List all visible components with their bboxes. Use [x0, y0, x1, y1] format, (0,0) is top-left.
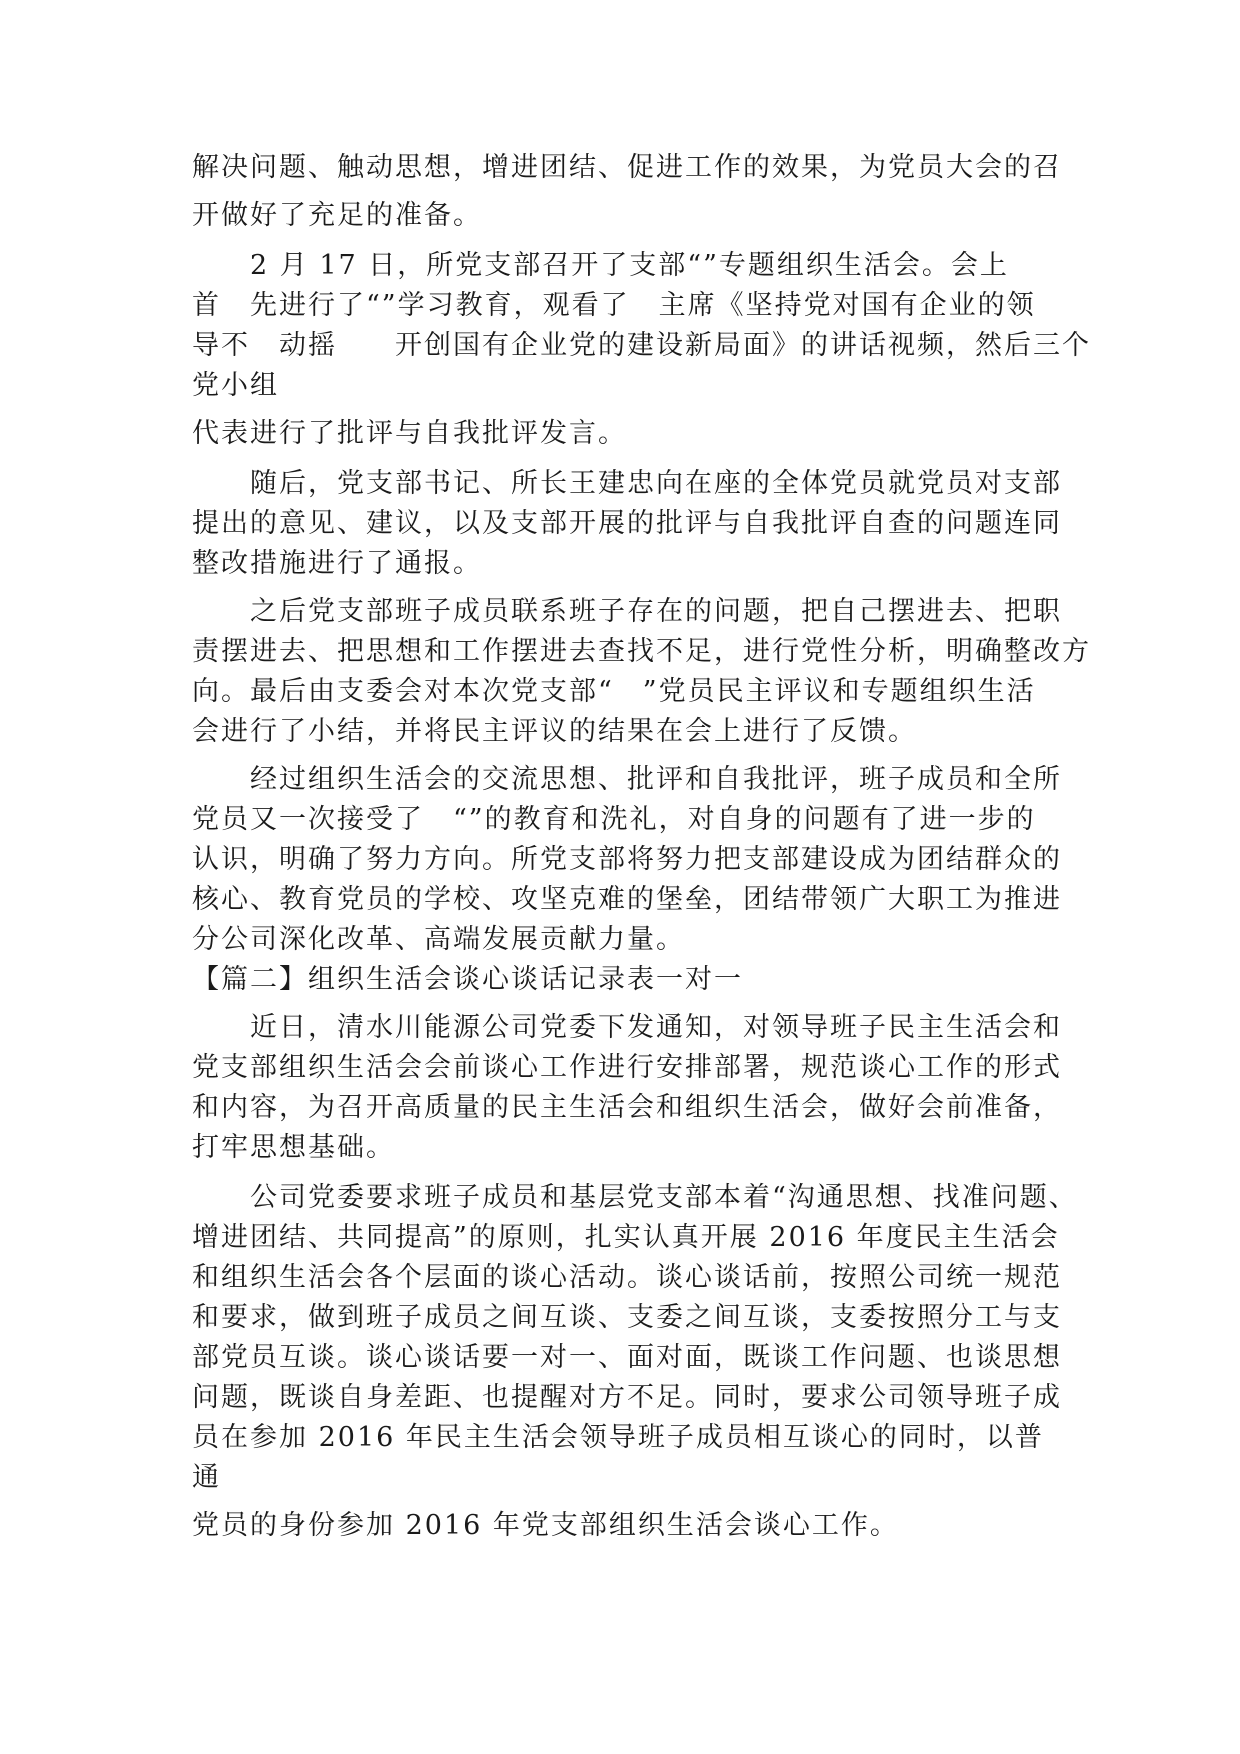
text-line: 导不 动摇 开创国有企业党的建设新局面》的讲话视频，然后三个 [192, 330, 1091, 361]
text-line: 解决问题、触动思想，增进团结、促进工作的效果，为党员大会的召 [192, 152, 1062, 183]
text-line: 近日，清水川能源公司党委下发通知，对领导班子民主生活会和 [192, 1012, 1062, 1043]
text-line: 随后，党支部书记、所长王建忠向在座的全体党员就党员对支部 [192, 468, 1062, 499]
text-line: 会进行了小结，并将民主评议的结果在会上进行了反馈。 [192, 716, 917, 747]
text-line: 打牢思想基础。 [192, 1132, 395, 1163]
text-line: 分公司深化改革、高端发展贡献力量。 [192, 924, 685, 955]
document-body [192, 148, 1091, 1546]
text-line: 增进团结、共同提高”的原则，扎实认真开展 2016 年度民主生活会 [192, 1222, 1060, 1253]
text-line: 党员又一次接受了 “”的教育和洗礼，对自身的问题有了进一步的 [192, 804, 1036, 835]
text-line: 党支部组织生活会会前谈心工作进行安排部署，规范谈心工作的形式 [192, 1052, 1062, 1083]
text-line: 部党员互谈。谈心谈话要一对一、面对面，既谈工作问题、也谈思想 [192, 1342, 1062, 1373]
text-line: 和内容，为召开高质量的民主生活会和组织生活会，做好会前准备， [192, 1092, 1062, 1123]
text-line: 经过组织生活会的交流思想、批评和自我批评，班子成员和全所 [192, 764, 1062, 795]
text-line: 和要求，做到班子成员之间互谈、支委之间互谈，支委按照分工与支 [192, 1302, 1062, 1333]
text-line: 责摆进去、把思想和工作摆进去查找不足，进行党性分析，明确整改方 [192, 636, 1091, 667]
text-line: 核心、教育党员的学校、攻坚克难的堡垒，团结带领广大职工为推进 [192, 884, 1062, 915]
text-line: 党员的身份参加 2016 年党支部组织生活会谈心工作。 [192, 1510, 899, 1541]
text-line: 认识，明确了努力方向。所党支部将努力把支部建设成为团结群众的 [192, 844, 1062, 875]
text-line: 向。最后由支委会对本次党支部“ ”党员民主评议和专题组织生活 [192, 676, 1036, 707]
text-line: 员在参加 2016 年民主生活会领导班子成员相互谈心的同时，以普 [192, 1422, 1044, 1453]
text-line: 2 月 17 日，所党支部召开了支部“”专题组织生活会。会上 [192, 250, 1009, 281]
text-line: 首 先进行了“”学习教育，观看了 主席《坚持党对国有企业的领 [192, 290, 1036, 321]
section-heading: 【篇二】组织生活会谈心谈话记录表一对一 [192, 964, 743, 995]
text-line: 通 [192, 1462, 221, 1493]
text-line: 问题，既谈自身差距、也提醒对方不足。同时，要求公司领导班子成 [192, 1382, 1062, 1413]
text-line: 开做好了充足的准备。 [192, 200, 482, 231]
text-line: 公司党委要求班子成员和基层党支部本着“沟通思想、找准问题、 [192, 1182, 1078, 1213]
text-line: 党小组 [192, 370, 279, 401]
text-line: 代表进行了批评与自我批评发言。 [192, 418, 627, 449]
text-line: 和组织生活会各个层面的谈心活动。谈心谈话前，按照公司统一规范 [192, 1262, 1062, 1293]
text-line: 整改措施进行了通报。 [192, 548, 482, 579]
text-line: 之后党支部班子成员联系班子存在的问题，把自己摆进去、把职 [192, 596, 1062, 627]
text-line: 提出的意见、建议，以及支部开展的批评与自我批评自查的问题连同 [192, 508, 1062, 539]
